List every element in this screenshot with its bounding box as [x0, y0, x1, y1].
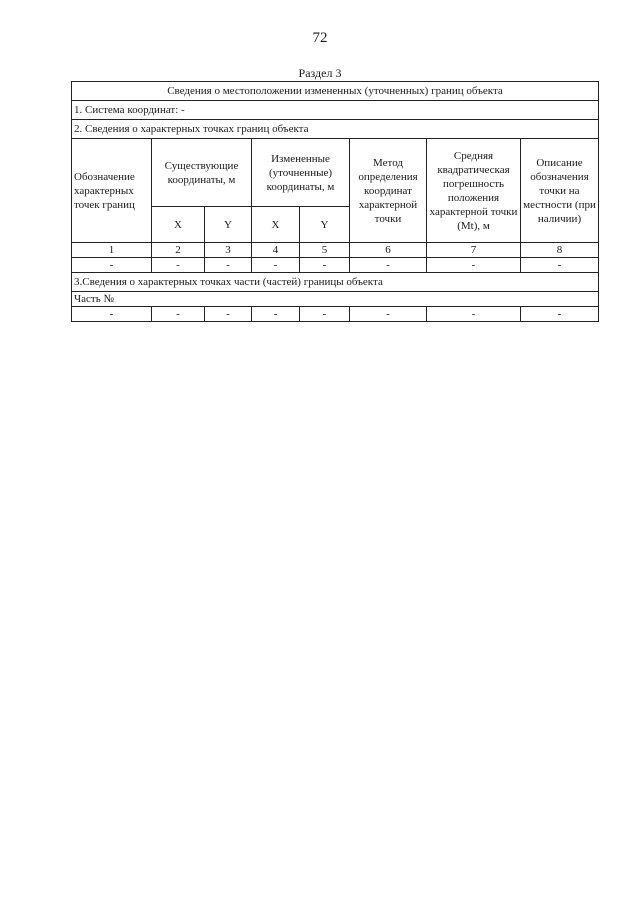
table-cell: - [427, 307, 521, 322]
table-cell: - [350, 258, 427, 273]
column-number: 1 [72, 243, 152, 258]
column-number: 4 [252, 243, 300, 258]
column-number: 5 [300, 243, 350, 258]
column-number: 6 [350, 243, 427, 258]
table-cell: - [521, 258, 599, 273]
parts-section-row: 3.Сведения о характерных точках части (частей) границы объекта [72, 273, 599, 292]
table-cell: - [72, 258, 152, 273]
header-method: Метод определения координат характерной точки [350, 139, 427, 243]
section-title: Раздел 3 [298, 66, 342, 80]
column-number: 2 [152, 243, 205, 258]
table-cell: - [205, 307, 252, 322]
header-existing-coordinates: Существующие координаты, м [152, 139, 252, 207]
points-section-row: 2. Сведения о характерных точках границ объекта [72, 120, 599, 139]
table-row [72, 258, 599, 273]
column-number: 3 [205, 243, 252, 258]
header-description: Описание обозначения точки на местности (при наличии) [521, 139, 599, 243]
coordinate-system-row: 1. Система координат: - [72, 101, 599, 120]
table-cell: - [252, 307, 300, 322]
table-title: Сведения о местоположении измененных (уточненных) границ объекта [72, 82, 599, 101]
header-designation: Обозначение характерных точек границ [72, 139, 152, 243]
column-number: 7 [427, 243, 521, 258]
header-existing-y: Y [205, 207, 252, 243]
table-cell: - [521, 307, 599, 322]
table-row [72, 307, 599, 322]
table-cell: - [252, 258, 300, 273]
table-cell: - [350, 307, 427, 322]
header-mean-error: Средняя квадратическая погрешность положения характерной точки (Mt), м [427, 139, 521, 243]
table-cell: - [427, 258, 521, 273]
table-cell: - [152, 307, 205, 322]
table-cell: - [72, 307, 152, 322]
header-existing-x: X [152, 207, 205, 243]
part-label-row: Часть № [72, 292, 599, 307]
table-cell: - [205, 258, 252, 273]
table-cell: - [152, 258, 205, 273]
page-number: 72 [312, 30, 328, 46]
header-changed-y: Y [300, 207, 350, 243]
header-changed-x: X [252, 207, 300, 243]
table-cell: - [300, 307, 350, 322]
column-number: 8 [521, 243, 599, 258]
table-cell: - [300, 258, 350, 273]
column-number-row [72, 243, 599, 258]
header-changed-coordinates: Измененные (уточненные) координаты, м [252, 139, 350, 207]
boundary-table [71, 81, 599, 322]
